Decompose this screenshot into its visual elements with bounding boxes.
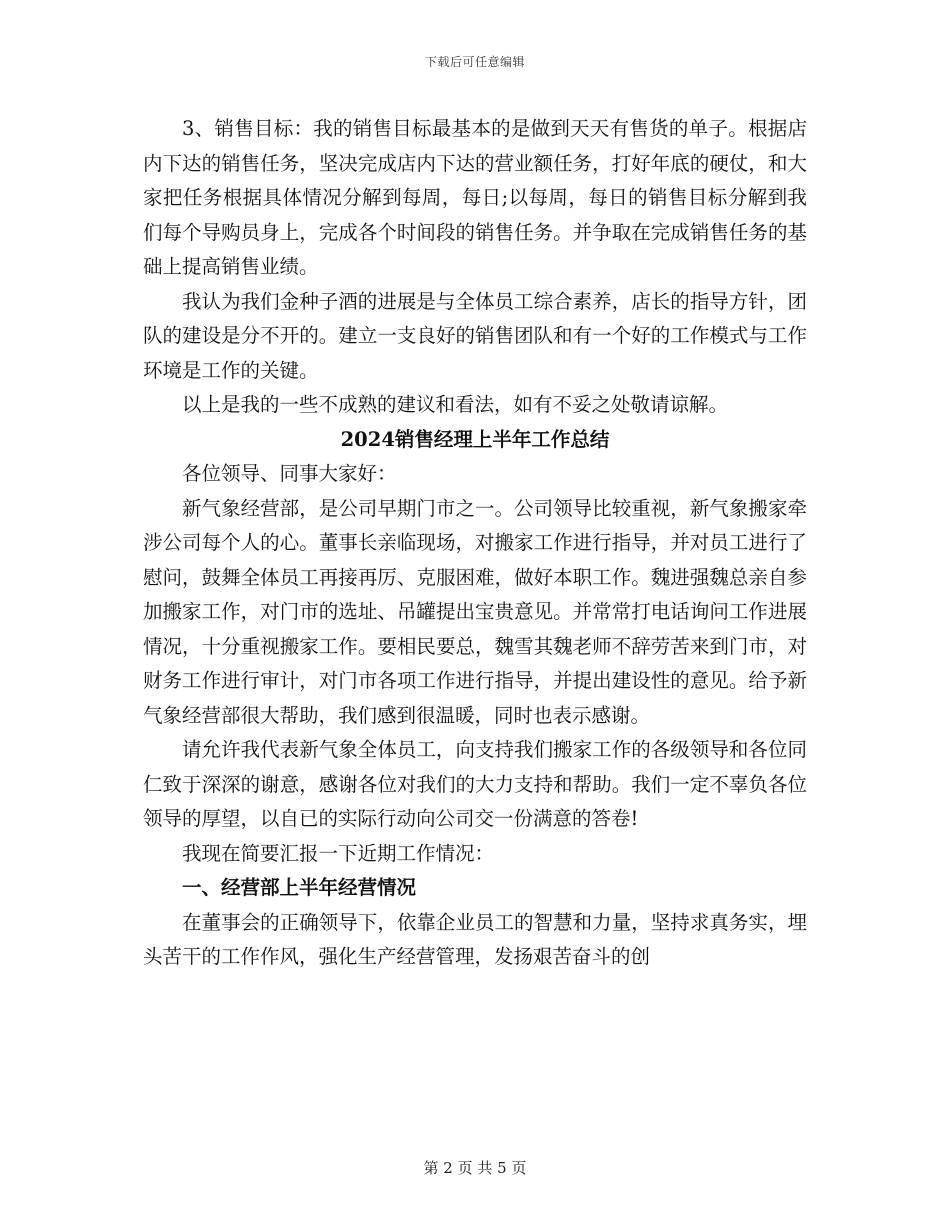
- paragraph-closing: 以上是我的一些不成熟的建议和看法，如有不妥之处敬请谅解。: [182, 393, 729, 416]
- paragraph-team-building: 我认为我们金种子酒的进展是与全体员工综合素养，店长的指导方针，团队的建设是分不开的。建立一支良好的销售团队和有一个好的工作模式与工作环境是工作的关键。: [143, 289, 807, 382]
- paragraph-department-intro: 新气象经营部，是公司早期门市之一。公司领导比较重视，新气象搬家牵涉公司每个人的心。董事长亲临现场，对搬家工作进行指导，并对员工进行了慰问，鼓舞全体员工再接再厉、克服困难，做好本职工作。魏进强魏总亲自参加搬家工作，对门市的选址、吊罐提出宝贵意见。并常常打电话询问工作进展情况，十分重视搬家工作。要相民要总，魏雪其魏老师不辞劳苦来到门市，对财务工作进行审计，对门市各项工作进行指导，并提出建设性的意见。给予新气象经营部很大帮助，我们感到很温暖，同时也表示感谢。: [143, 496, 807, 727]
- document-body: [143, 112, 807, 975]
- page-number: 第 2 页 共 5 页: [423, 1159, 527, 1177]
- page-header: 下载后可任意编辑: [424, 55, 525, 69]
- paragraph-operations: 在董事会的正确领导下，依靠企业员工的智慧和力量，坚持求真务实，埋头苦干的工作作风，强化生产经营管理，发扬艰苦奋斗的创: [143, 910, 807, 968]
- paragraph-thanks: 请允许我代表新气象全体员工，向支持我们搬家工作的各级领导和各位同仁致于深深的谢意，感谢各位对我们的大力支持和帮助。我们一定不辜负各位领导的厚望，以自已的实际行动向公司交一份满意的答卷!: [143, 738, 807, 830]
- paragraph-greeting: 各位领导、同事大家好：: [182, 462, 397, 485]
- document-title: 2024销售经理上半年工作总结: [340, 427, 610, 451]
- paragraph-sales-target: 3、销售目标：我的销售目标最基本的是做到天天有售货的单子。根据店内下达的销售任务，坚决完成店内下达的营业额任务，打好年底的硬仗，和大家把任务根据具体情况分解到每周，每日;以每周，每日的销售目标分解到我们每个导购员身上，完成各个时间段的销售任务。并争取在完成销售任务的基础上提高销售业绩。: [143, 117, 807, 278]
- paragraph-report-intro: 我现在简要汇报一下近期工作情况：: [182, 841, 495, 865]
- section-heading: 一、经营部上半年经营情况: [182, 876, 417, 899]
